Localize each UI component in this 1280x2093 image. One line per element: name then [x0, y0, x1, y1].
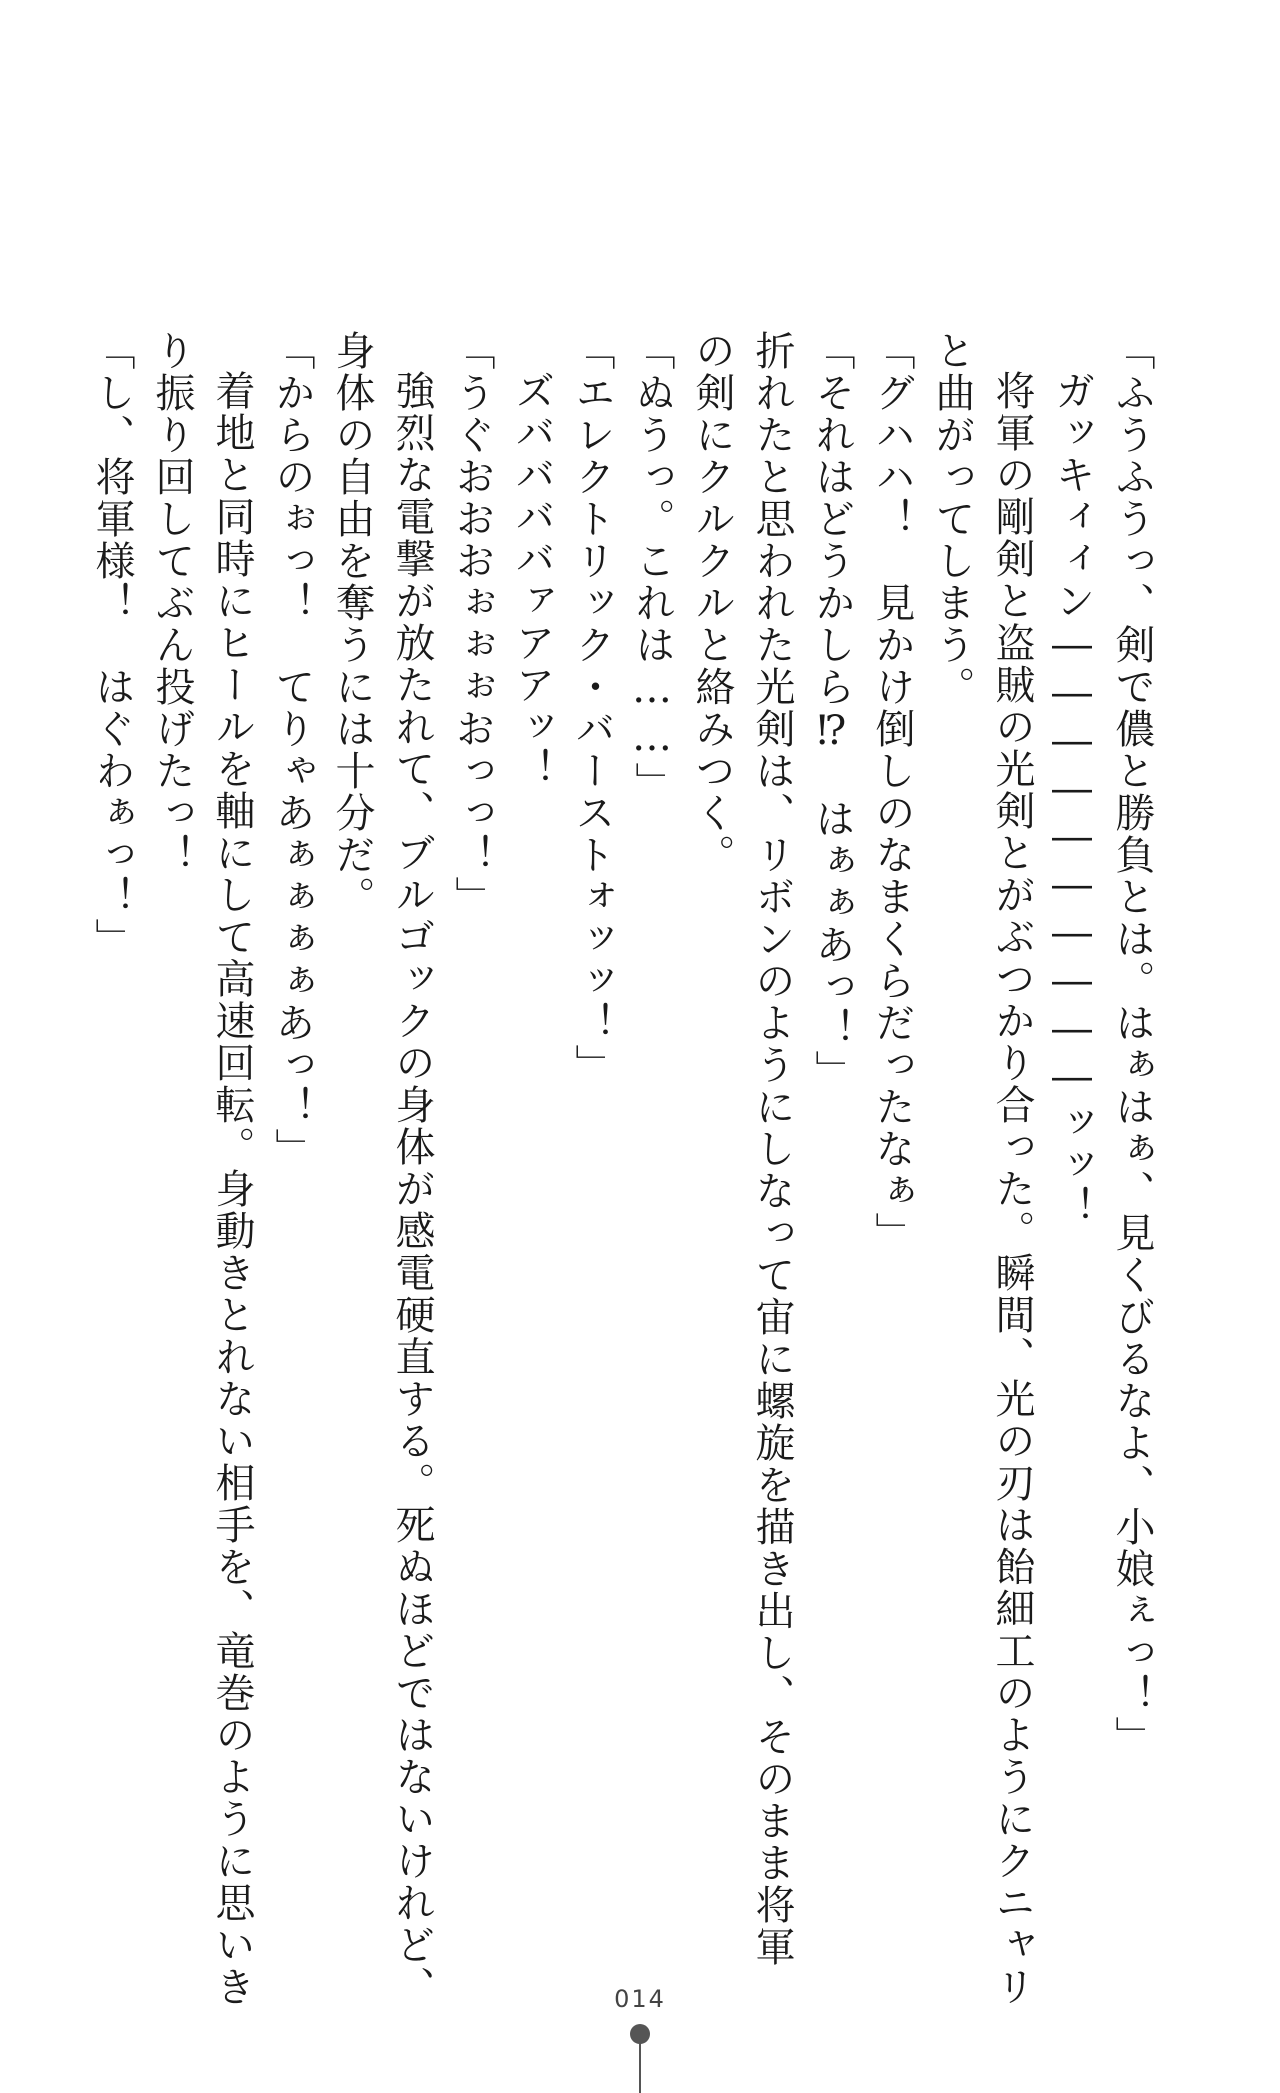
text-line: 「からのぉっ！ てりゃあぁぁぁぁあっ！」: [269, 330, 315, 1170]
text-line: 強烈な電撃が放たれて、ブルゴックの身体が感電硬直する。死ぬほどではないけれど、: [389, 370, 435, 2008]
text-line: り振り回してぶん投げたっ！: [149, 330, 195, 876]
text-line: 「し、将軍様！ はぐわぁっ！」: [89, 330, 135, 960]
page-number: 014: [614, 1985, 666, 2013]
text-line: と曲がってしまう。: [929, 330, 975, 708]
folio-line: [639, 2042, 641, 2093]
text-line: ガッキィィン――――――――――ッッ！: [1049, 370, 1095, 1228]
text-line: 「ふうふうっ、剣で儂と勝負とは。はぁはぁ、見くびるなよ、小娘ぇっ！」: [1109, 330, 1155, 1758]
text-line: 着地と同時にヒールを軸にして高速回転。身動きとれない相手を、竜巻のように思いき: [209, 370, 255, 2008]
text-line: 折れたと思われた光剣は、リボンのようにしなって宙に螺旋を描き出し、そのまま将軍: [749, 330, 795, 1968]
text-line: 「グハハ！ 見かけ倒しのなまくらだったなぁ」: [869, 330, 915, 1254]
text-line: の剣にクルクルと絡みつく。: [689, 330, 735, 876]
text-line: 「それはどうかしら⁉ はぁぁあっ！」: [809, 330, 855, 1092]
text-line: 「うぐおおおぉぉぉおっっ！」: [449, 330, 495, 918]
text-line: 将軍の剛剣と盗賊の光剣とがぶつかり合った。瞬間、光の刃は飴細工のようにクニャリ: [989, 370, 1035, 2008]
text-line: 身体の自由を奪うには十分だ。: [329, 330, 375, 918]
text-line: 「エレクトリック・バーストォッッ！」: [569, 330, 615, 1086]
folio-dot-icon: [630, 2024, 650, 2044]
text-line: 「ぬうっ。これは……」: [629, 330, 675, 804]
text-line: ズババババァアアッ！: [509, 370, 555, 790]
